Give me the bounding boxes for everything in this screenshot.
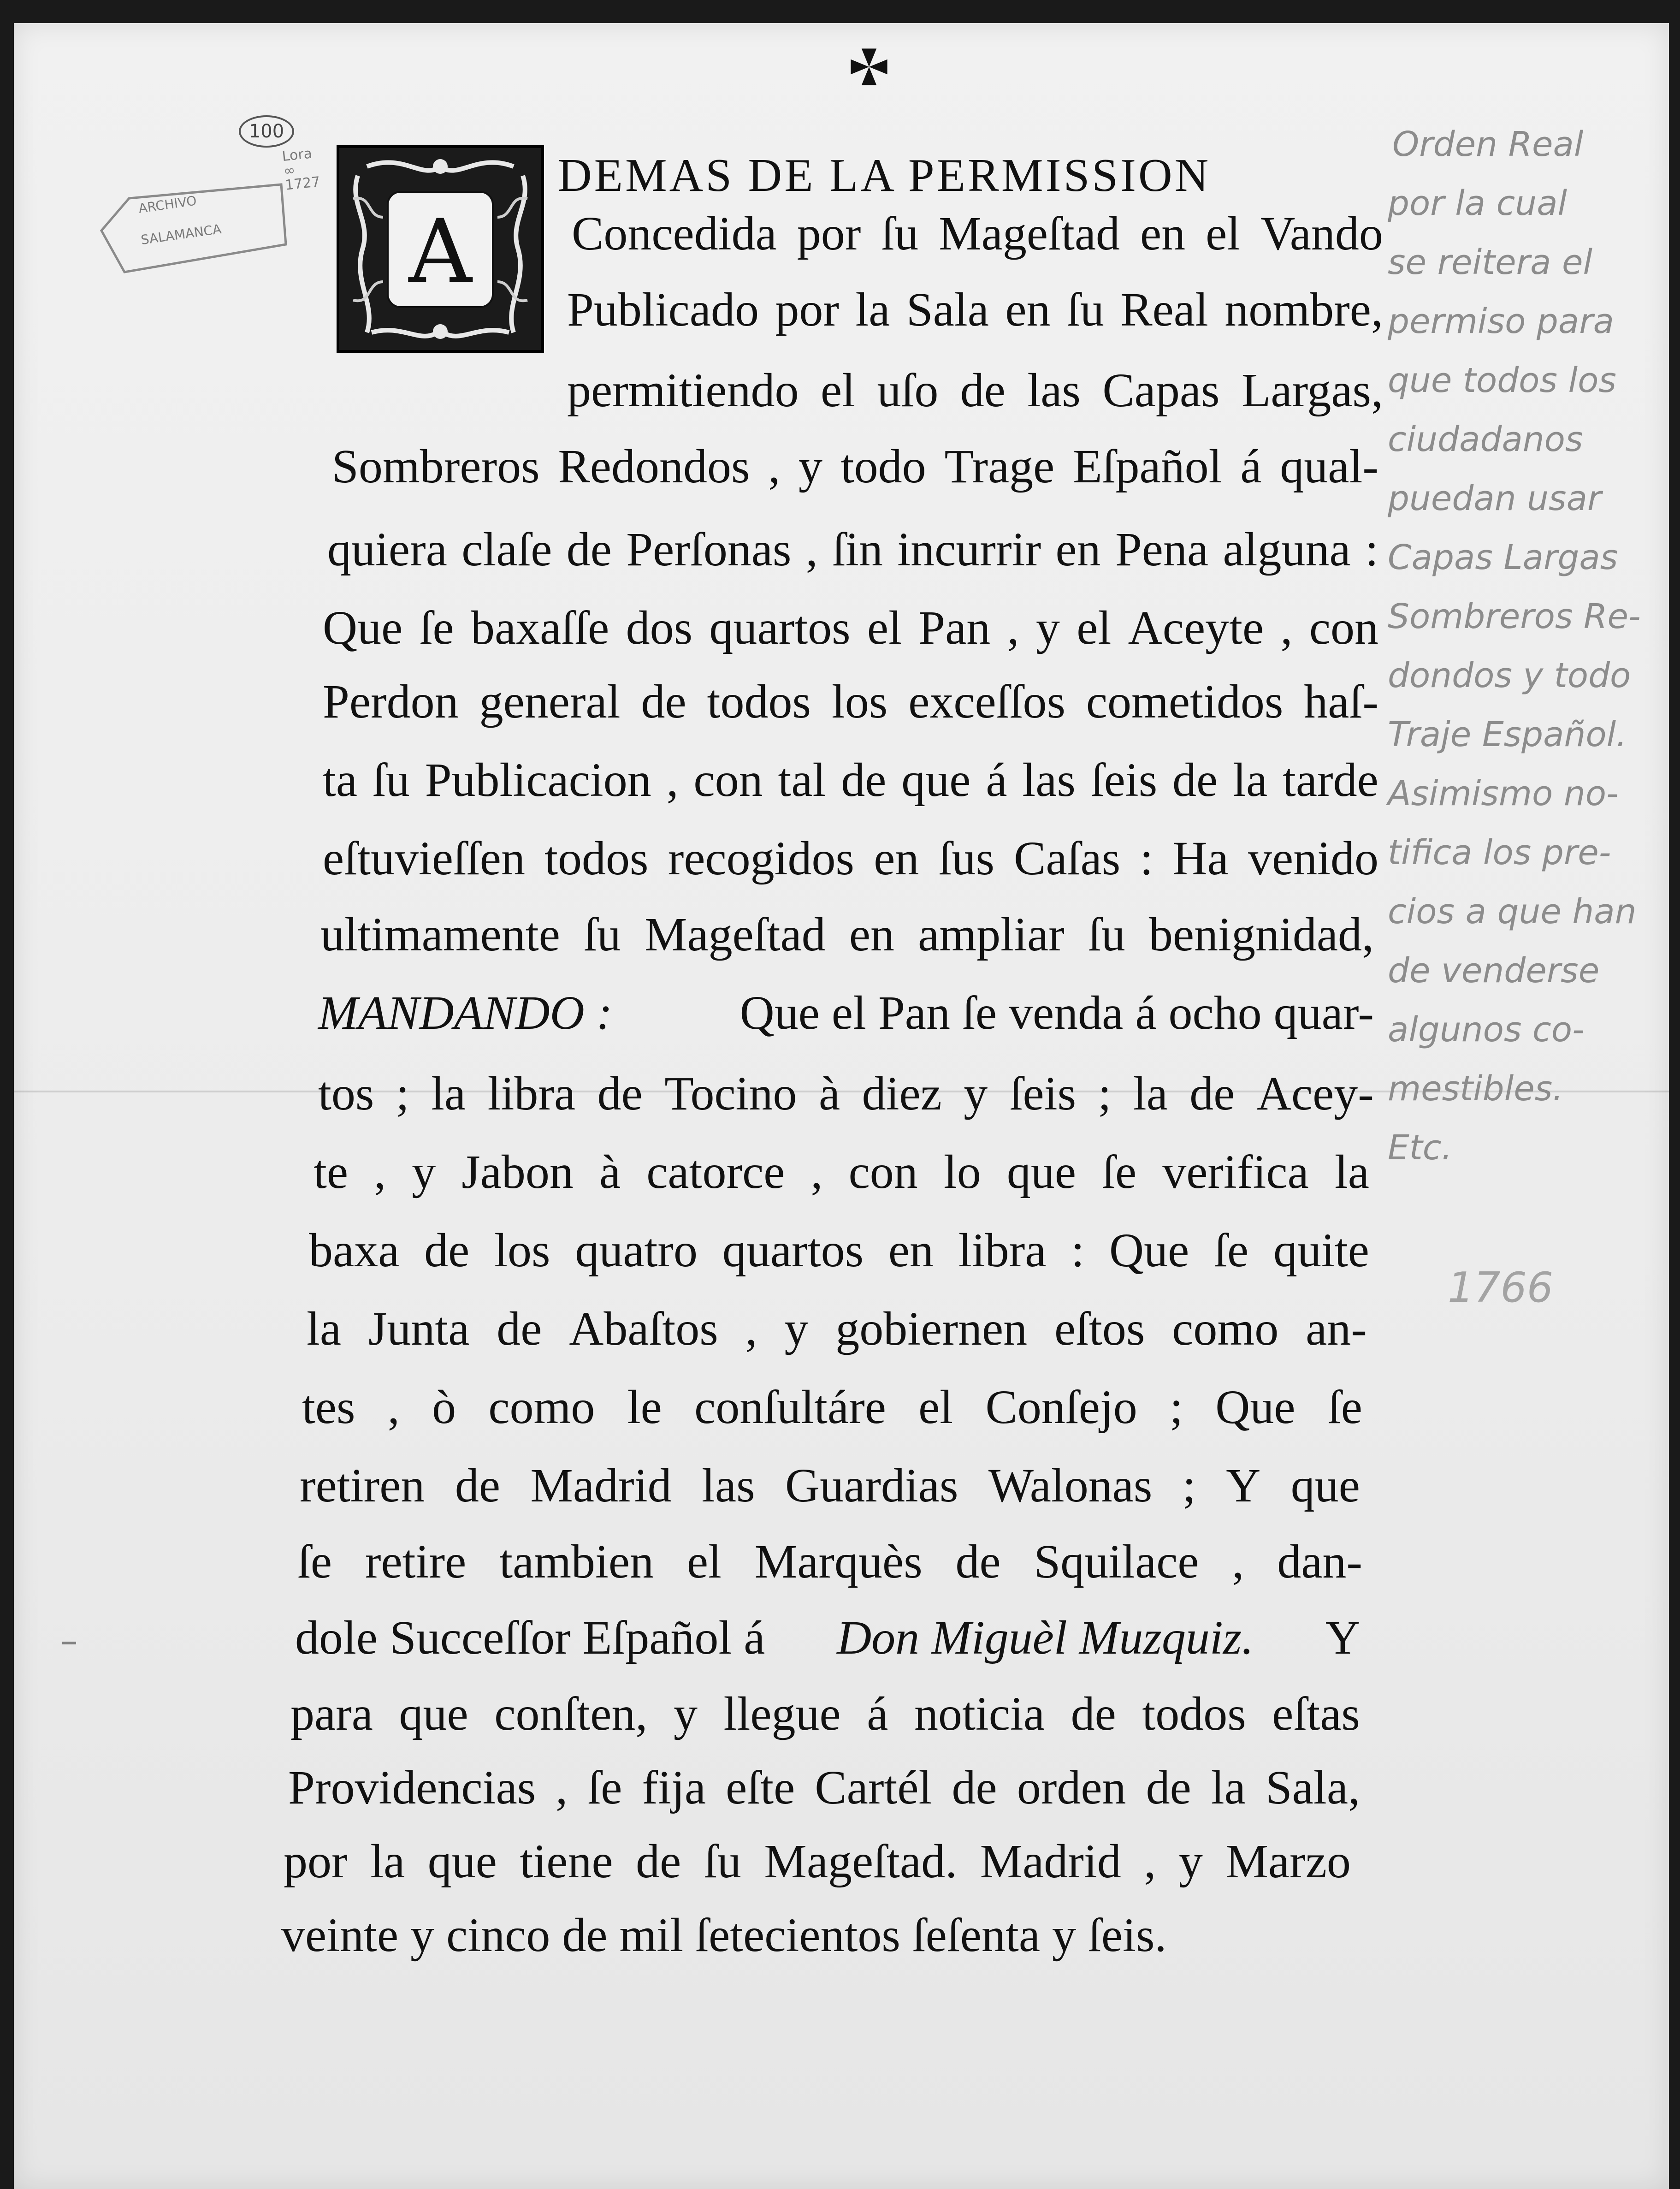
initial-letter: A xyxy=(408,200,472,303)
pencil-annotation: Lora ∞ 1727 xyxy=(281,145,321,194)
margin-note-line: Traje Español. xyxy=(1388,715,1627,754)
margin-note-line: algunos co- xyxy=(1388,1010,1585,1050)
text-line: baxa de los quatro quartos en libra : Que ſe quite xyxy=(309,1224,1369,1277)
successor-after: Y xyxy=(1325,1611,1360,1664)
margin-note-line: Orden Real xyxy=(1392,125,1584,164)
margin-note-line: Sombreros Re- xyxy=(1388,597,1641,636)
margin-note-line: cios a que han xyxy=(1388,892,1637,931)
pencil-year: 1766 xyxy=(1448,1264,1554,1312)
margin-note-line: de venderse xyxy=(1388,951,1600,991)
text-line: te , y Jabon à catorce , con lo que ſe verifica la xyxy=(314,1145,1369,1198)
successor-text: dole Succeſſor Eſpañol á xyxy=(295,1611,765,1664)
text-line: ultimamente ſu Mageſtad en ampliar ſu benignidad, xyxy=(320,908,1374,961)
mandando-rest: Que el Pan ſe venda á ocho quar- xyxy=(739,986,1374,1039)
text-line: eſtuvieſſen todos recogidos en ſus Caſas : Ha venido xyxy=(323,832,1378,885)
text-line: ſe retire tambien el Marquès de Squilace , dan- xyxy=(297,1535,1362,1588)
margin-note-line: Capas Largas xyxy=(1388,538,1618,577)
archive-reference-number: 100 xyxy=(239,115,294,148)
text-line: tos ; la libra de Tocino à diez y ſeis ; la de Acey- xyxy=(318,1067,1374,1120)
text-line: Concedida por ſu Mageſtad en el Vando xyxy=(572,207,1383,260)
text-line: Sombreros Redondos , y todo Trage Eſpañol á qual- xyxy=(332,440,1378,493)
margin-note-line: por la cual xyxy=(1388,184,1568,223)
text-line: por la que tiene de ſu Mageſtad. Madrid , y Marzo xyxy=(284,1835,1351,1888)
text-line: ta ſu Publicacion , con tal de que á las ſeis de la tarde xyxy=(323,753,1378,807)
margin-note-line: Etc. xyxy=(1388,1128,1452,1168)
text-line: Publicado por la Sala en ſu Real nombre, xyxy=(567,283,1383,336)
margin-note-line: dondos y todo xyxy=(1388,656,1631,695)
margin-note-line: Asimismo no- xyxy=(1388,774,1619,813)
text-line: quiera claſe de Perſonas , ſin incurrir en Pena alguna : xyxy=(327,523,1378,576)
text-line: la Junta de Abaſtos , y gobiernen eſtos como an- xyxy=(307,1302,1367,1355)
mandando-word: MANDANDO : xyxy=(318,986,613,1039)
text-line xyxy=(318,986,1374,1039)
text-line: veinte y cinco de mil ſetecientos ſeſenta y ſeis. xyxy=(281,1909,1167,1962)
text-line: Que ſe baxaſſe dos quartos el Pan , y el Aceyte , con xyxy=(323,601,1378,654)
text-line: Providencias , ſe fija eſte Cartél de orden de la Sala, xyxy=(288,1761,1360,1814)
margin-note-line: puedan usar xyxy=(1388,479,1602,518)
text-line: para que conſten, y llegue á noticia de todos eſtas xyxy=(290,1687,1360,1740)
margin-note-line: mestibles. xyxy=(1388,1069,1563,1109)
stamp-line-1: ARCHIVO xyxy=(137,193,198,216)
text-line xyxy=(295,1611,1360,1664)
margin-note-line: permiso para xyxy=(1388,302,1615,341)
stamp-line-2: SALAMANCA xyxy=(140,221,223,248)
margin-note-line: ciudadanos xyxy=(1388,420,1583,459)
text-line: Perdon general de todos los exceſſos cometidos haſ- xyxy=(323,675,1378,728)
text-line: DEMAS DE LA PERMISSION xyxy=(558,149,1211,202)
margin-note-line: tifica los pre- xyxy=(1388,833,1611,872)
text-line: permitiendo el uſo de las Capas Largas, xyxy=(567,364,1383,417)
margin-note-line: se reitera el xyxy=(1388,243,1593,282)
text-line: retiren de Madrid las Guardias Walonas ; Y que xyxy=(300,1459,1360,1512)
text-line: tes , ò como le conſultáre el Conſejo ; Que ſe xyxy=(302,1381,1362,1434)
successor-name: Don Miguèl Muzquiz. xyxy=(837,1611,1254,1664)
margin-note-line: que todos los xyxy=(1388,361,1616,400)
